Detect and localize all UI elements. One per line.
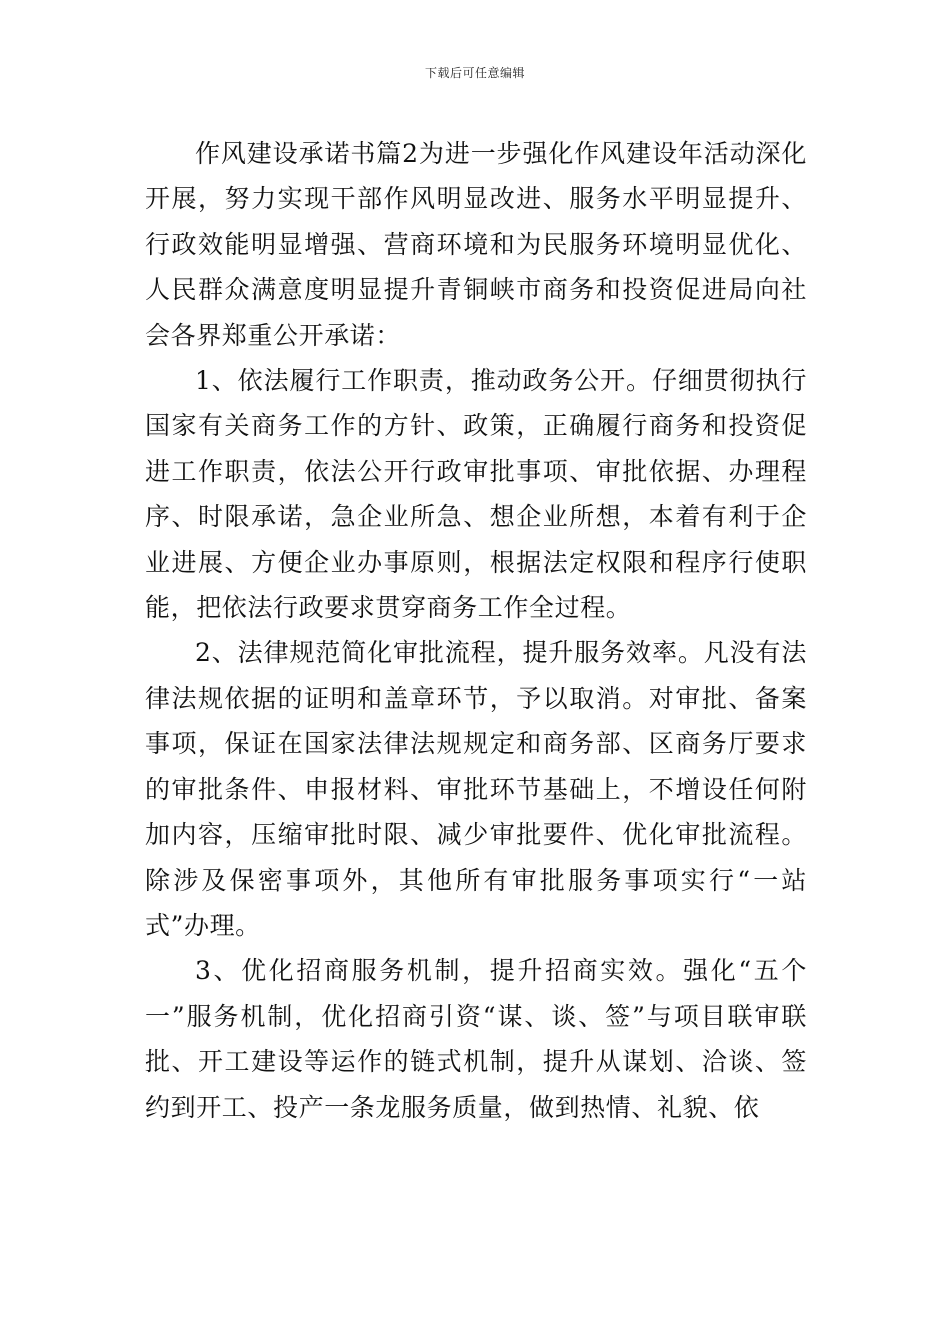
paragraph-intro: 作风建设承诺书篇2为进一步强化作风建设年活动深化开展，努力实现干部作风明显改进、服务水平明显提升、行政效能明显增强、营商环境和为民服务环境明显优化、人民群众满意度明显提升青铜峡市商务和投资促进局向社会各界郑重公开承诺： xyxy=(145,139,807,350)
paragraph-item-2: 2、法律规范简化审批流程，提升服务效率。凡没有法律法规依据的证明和盖章环节，予以取消。对审批、备案事项，保证在国家法律法规规定和商务部、区商务厅要求的审批条件、申报材料、审批环节基础上，不增设任何附加内容，压缩审批时限、减少审批要件、优化审批流程。除涉及保密事项外，其他所有审批服务事项实行“一站式”办理。 xyxy=(145,638,807,940)
page-header-note: 下载后可任意编辑 xyxy=(424,66,525,80)
paragraph-item-1: 1、依法履行工作职责，推动政务公开。仔细贯彻执行国家有关商务工作的方针、政策，正确履行商务和投资促进工作职责，依法公开行政审批事项、审批依据、办理程序、时限承诺，急企业所急、想企业所想，本着有利于企业进展、方便企业办事原则，根据法定权限和程序行使职能，把依法行政要求贯穿商务工作全过程。 xyxy=(145,366,807,623)
paragraph-item-3: 3、优化招商服务机制，提升招商实效。强化“五个一”服务机制，优化招商引资“谋、谈、签”与项目联审联批、开工建设等运作的链式机制，提升从谋划、洽谈、签约到开工、投产一条龙服务质量，做到热情、礼貌、依 xyxy=(145,956,807,1122)
document-body xyxy=(145,131,807,1130)
